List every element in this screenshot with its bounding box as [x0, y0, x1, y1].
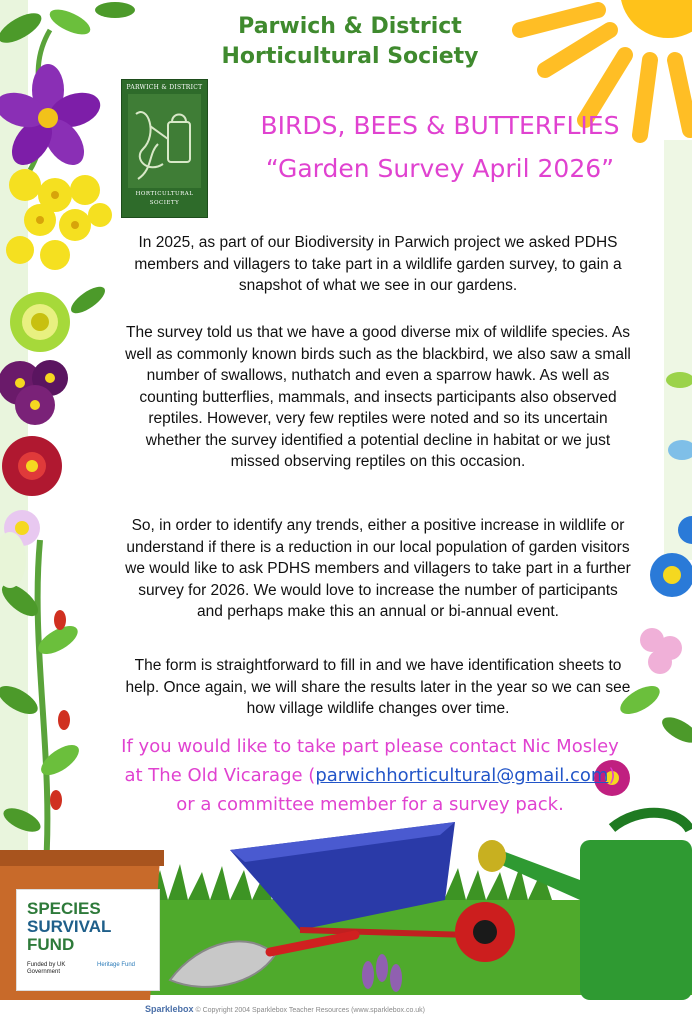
- paragraph-line: how village wildlife changes over time.: [246, 700, 510, 717]
- uk-government-label: Funded by UK Government: [27, 962, 66, 975]
- paragraph-line: The form is straightforward to fill in and we have identification sheets to: [134, 657, 622, 674]
- poster-subtitle: “Garden Survey April 2026”: [265, 154, 615, 183]
- paragraph-request: [98, 515, 658, 623]
- copyright-line: [145, 1004, 645, 1014]
- logo-bottom-line2: SOCIETY: [149, 200, 180, 206]
- paragraph-intro: [98, 232, 658, 297]
- paragraph-line: So, in order to identify any trends, either a positive increase in wildlife or: [131, 517, 625, 534]
- poster-title: BIRDS, BEES & BUTTERFLIES: [260, 111, 620, 140]
- paragraph-line: and perhaps make this an annual or bi-annual event.: [197, 603, 559, 620]
- paragraph-findings: [98, 322, 658, 473]
- paragraph-line: missed observing reptiles on this occasion.: [230, 453, 526, 470]
- paragraph-line: number of swallows, nuthatch and even a sparrow hawk. As well as: [146, 367, 610, 384]
- copyright-text: © Copyright 2004 Sparklebox Teacher Resources (www.sparklebox.co.uk): [195, 1007, 426, 1014]
- paragraph-line: help. Once again, we will share the results later in the year so we can see: [125, 678, 631, 696]
- funder-line2: SURVIVAL: [27, 917, 112, 936]
- paragraph-line: counting butterflies, mammals, and insects participants also observed: [139, 388, 617, 406]
- funder-line1: SPECIES: [27, 899, 101, 918]
- paragraph-line: we would like to ask PDHS members and villagers to take part in a further: [125, 560, 631, 577]
- contact-suffix: ): [608, 765, 616, 786]
- paragraph-line: The survey told us that we have a good diverse mix of wildlife species. As: [126, 324, 630, 341]
- contact-line3: or a committee member for a survey pack.: [176, 794, 564, 815]
- species-survival-fund-logo: [16, 889, 160, 991]
- paragraph-line: survey for 2026. We would love to increase the number of participants: [138, 581, 618, 599]
- funder-line3: FUND: [27, 935, 75, 954]
- sparklebox-brand: Sparklebox: [145, 1004, 194, 1014]
- society-name-line1: Parwich & District: [238, 14, 462, 39]
- paragraph-line: understand if there is a reduction in our local population of garden visitors: [126, 538, 630, 556]
- society-logo: [121, 79, 208, 218]
- watering-can-logo-icon: [128, 94, 201, 188]
- email-link[interactable]: parwichhorticultural@gmail.com: [315, 765, 609, 786]
- paragraph-line: In 2025, as part of our Biodiversity in Parwich project we asked PDHS: [138, 234, 618, 251]
- paragraph-line: well as commonly known birds such as the blackbird, we also saw a small: [125, 345, 631, 363]
- paragraph-line: whether the survey identified a potential decline in habitat or we just: [145, 431, 611, 449]
- contact-prefix: at The Old Vicarage (: [124, 765, 316, 786]
- logo-bottom-line1: HORTICULTURAL: [135, 191, 194, 197]
- society-name: [180, 12, 520, 72]
- logo-top-text: PARWICH & DISTRICT: [126, 84, 203, 91]
- paragraph-form: [98, 655, 658, 720]
- society-name-line2: Horticultural Society: [221, 44, 479, 69]
- contact-line2: [60, 762, 680, 790]
- contact-line1: If you would like to take part please contact Nic Mosley: [121, 736, 619, 757]
- paragraph-line: reptiles. However, very few reptiles were noted and so its uncertain: [148, 410, 608, 427]
- paragraph-line: members and villagers to take part in a wildlife garden survey, to gain a: [134, 255, 622, 273]
- paragraph-line: snapshot of what we see in our gardens.: [238, 277, 518, 294]
- heritage-fund-label: Heritage Fund: [97, 962, 136, 968]
